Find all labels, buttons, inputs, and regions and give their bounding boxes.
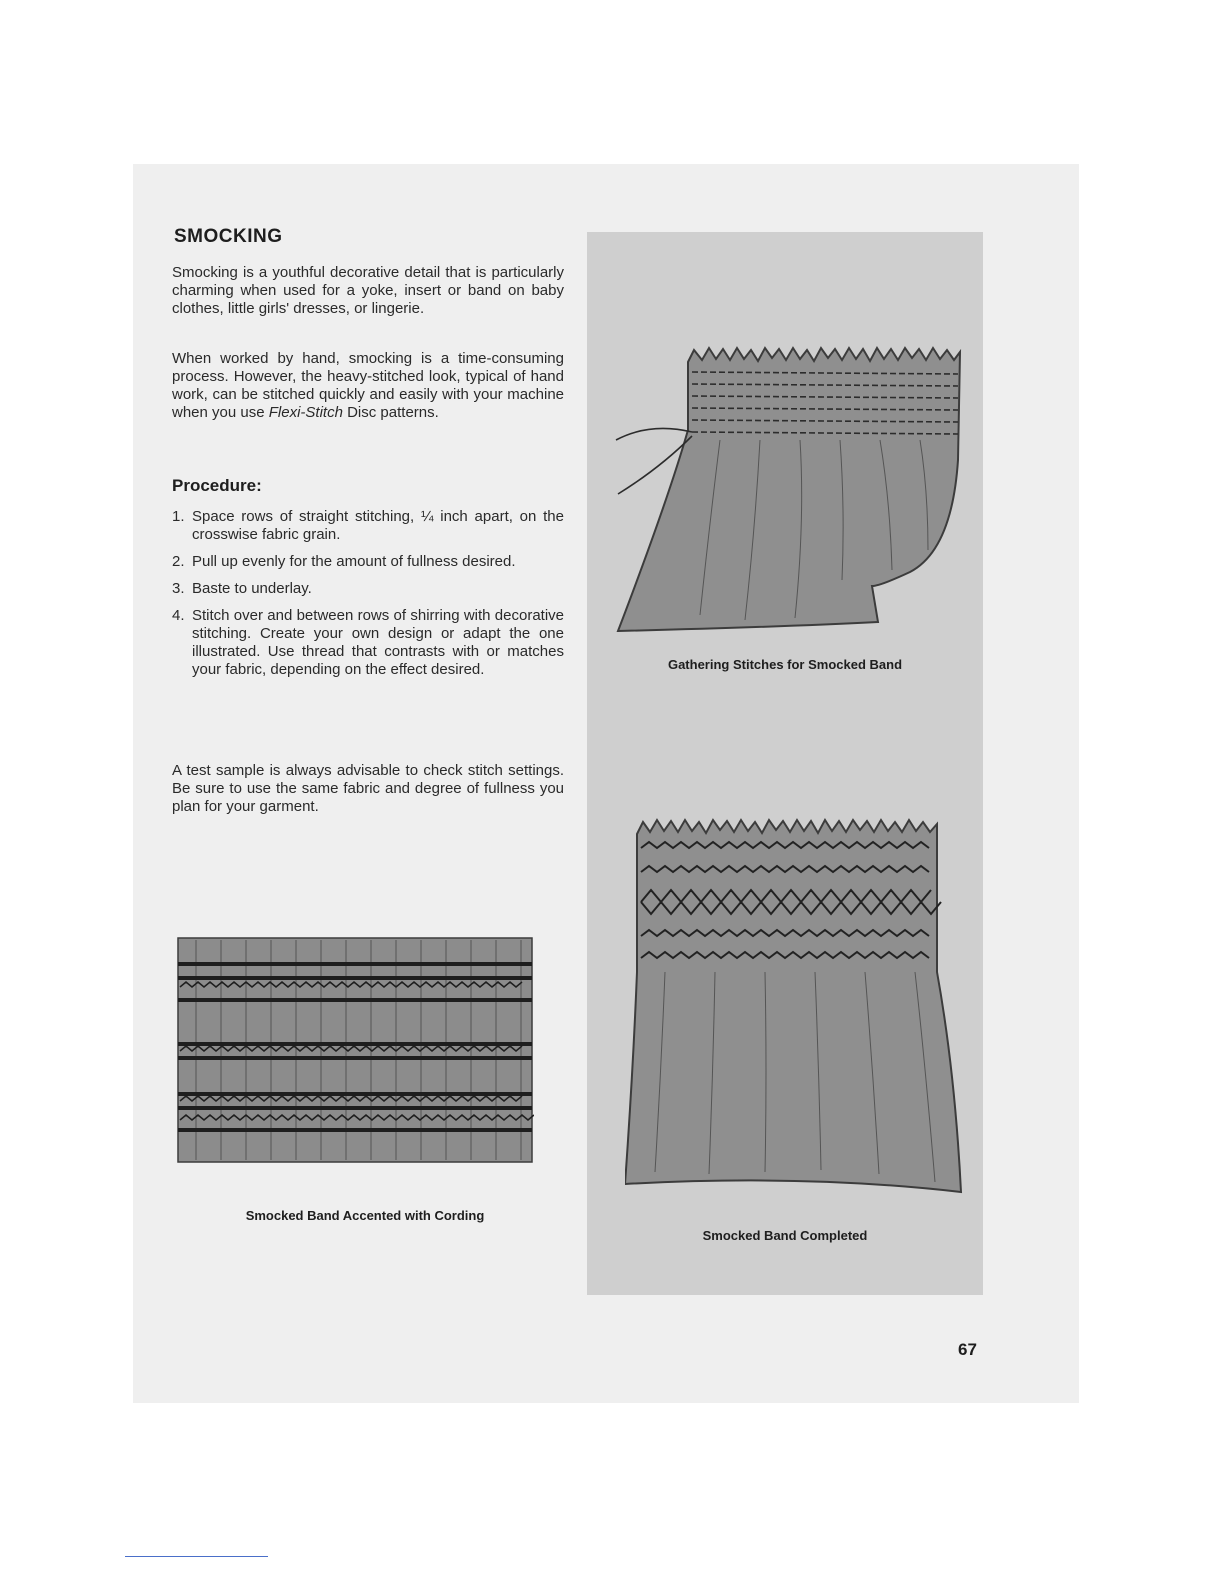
intro-paragraph: Smocking is a youthful decorative detail that is particularly charming when used for a yoke, insert or band on baby clothes, little girls' dresses, or lingerie. [172,264,564,317]
thread-end-upper [616,428,692,440]
step-number: 1. [172,508,185,525]
step-number: 2. [172,553,185,570]
completed-band-illustration [625,812,965,1194]
section-title: SMOCKING [174,226,283,247]
step-text: Stitch over and between rows of shirring with decorative stitching. Create your own design or adapt the one illustrated. Use thread that contrasts with or matches your fabric, depending on the effect desired. [192,607,564,678]
procedure-step [172,508,564,544]
procedure-list [172,508,564,688]
flexi-stitch-term: Flexi-Stitch [268,404,343,421]
step-number: 4. [172,607,185,624]
caption-band-completed: Smocked Band Completed [702,1228,868,1243]
step-text: Space rows of straight stitching, ¼ inch apart, on the crosswise fabric grain. [192,508,564,543]
step-text: Baste to underlay. [192,580,312,597]
footer-rule [125,1556,268,1557]
page-number: 67 [958,1340,977,1359]
band-with-cording-illustration [176,936,534,1164]
hand-text-b: Disc patterns. [342,404,439,421]
step-number: 3. [172,580,185,597]
procedure-step [172,580,564,598]
procedure-heading: Procedure: [172,476,262,495]
gathering-stitches-illustration [610,340,970,632]
hand-text-a: When worked by hand, smocking is a time-consuming process. However, the heavy-stitched look, typical of hand work, can be stitched quickly and easily with your machine when you use [172,350,564,421]
caption-band-cording: Smocked Band Accented with Cording [245,1208,485,1223]
step-text: Pull up evenly for the amount of fullness desired. [192,553,516,570]
hand-paragraph [172,350,564,422]
test-sample-paragraph: A test sample is always advisable to check stitch settings. Be sure to use the same fabric and degree of fullness you plan for your garment. [172,762,564,815]
caption-gathering-stitches: Gathering Stitches for Smocked Band [667,657,903,672]
procedure-step [172,553,564,571]
procedure-step [172,607,564,679]
